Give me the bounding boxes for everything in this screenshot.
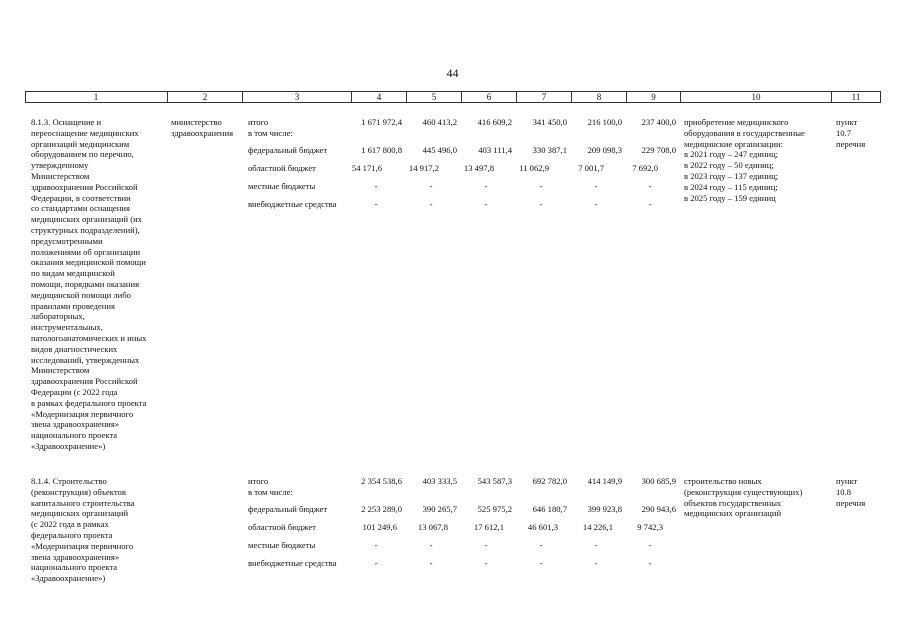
value-cell: 17 612,1 [473, 522, 504, 532]
value-cell: 101 249,6 [362, 522, 397, 532]
source-extrabudget: внебюджетные средства [248, 199, 337, 209]
value-cell: 2 354 538,6 [361, 476, 402, 486]
measure-description: 8.1.3. Оснащение и переоснащение медицинских организаций медицинским оборудованием по перечню, утвержденному Министерством здравоохранения Российской Федерации, в соответствии со стандартами оснащения медицинских организаций (их структурных подразделений), предусмотренными положениями об организации оказания медицинской помощи по видам медицинской помощи, порядками оказания медицинской помощи либо правилами проведения лабораторных, инструментальных, патологоанатомических и иных видов диагностических исследований, утвержденных Министерством здравоохранения Российской Федерации (с 2022 года в рамках федерального проекта «Модернизация первичного звена здравоохранения» национального проекта «Здравоохранение») [31, 117, 147, 451]
value-cell: 399 923,8 [587, 504, 622, 514]
value-cell: 403 333,5 [422, 476, 457, 486]
executor-cell: министерство здравоохранения [171, 117, 234, 138]
value-cell: 460 413,2 [422, 117, 457, 127]
value-cell: - [484, 181, 488, 191]
value-cell: - [594, 540, 598, 550]
measure-description: 8.1.4. Строительство (реконструкция) объектов капитального строительства медицинских организаций (с 2022 года в рамках федерального проекта «Модернизация первичного звена здравоохранения» национального проекта «Здравоохранение») [31, 476, 135, 584]
value-cell: - [484, 558, 488, 568]
source-federal: федеральный бюджет [248, 504, 328, 514]
source-federal: федеральный бюджет [248, 145, 328, 155]
value-cell: 403 111,4 [478, 145, 512, 155]
value-cell: 341 450,0 [532, 117, 567, 127]
value-cell: 237 400,0 [641, 117, 676, 127]
reference-cell: пункт 10.7 перечня [836, 117, 866, 149]
value-cell: - [539, 181, 543, 191]
value-cell: - [539, 540, 543, 550]
header-col-9: 9 [651, 92, 656, 102]
value-cell: 692 782,0 [532, 476, 567, 486]
value-cell: 1 671 972,4 [361, 117, 402, 127]
value-cell: 525 975,2 [477, 504, 512, 514]
value-cell: 290 943,6 [641, 504, 676, 514]
header-col-5: 5 [431, 92, 437, 102]
header-col-6: 6 [486, 92, 492, 102]
table-header-row [25, 91, 881, 103]
value-cell: 416 609,2 [477, 117, 512, 127]
value-cell: 445 496,0 [422, 145, 457, 155]
source-local: местные бюджеты [248, 181, 316, 191]
value-cell: 1 617 800,8 [361, 145, 402, 155]
source-regional: областной бюджет [248, 163, 316, 173]
value-cell: 46 601,3 [527, 522, 558, 532]
value-cell: 390 265,7 [422, 504, 457, 514]
value-cell: 2 253 289,0 [361, 504, 402, 514]
value-cell: 7 692,0 [632, 163, 658, 173]
value-cell: 13 497,8 [463, 163, 494, 173]
value-cell: - [374, 540, 378, 550]
value-cell: - [484, 199, 488, 209]
value-cell: - [648, 181, 652, 191]
value-cell: 13 067,8 [417, 522, 448, 532]
header-col-10: 10 [751, 92, 761, 102]
expected-result: строительство новых (реконструкция существующих) объектов государственных медицинских организаций [684, 476, 803, 519]
value-cell: - [429, 199, 433, 209]
source-extrabudget: внебюджетные средства [248, 558, 337, 568]
header-col-4: 4 [376, 92, 382, 102]
value-cell: 209 098,3 [587, 145, 622, 155]
value-cell: - [594, 558, 598, 568]
value-cell: 7 001,7 [578, 163, 604, 173]
expected-result: приобретение медицинского оборудования в государственные медицинские организации: в 2021 году – 247 единиц; в 2022 году – 50 единиц; в 2023 году – 137 единиц; в 2024 году – 115 единиц; в 2025 году – 159 единиц [684, 117, 805, 203]
value-cell: 11 062,9 [519, 163, 549, 173]
reference-cell: пункт 10.8 перечня [836, 476, 866, 508]
source-regional: областной бюджет [248, 522, 316, 532]
value-cell: - [648, 558, 652, 568]
header-col-7: 7 [541, 92, 547, 102]
value-cell: 9 742,3 [637, 522, 663, 532]
value-cell: - [374, 199, 378, 209]
header-col-2: 2 [202, 92, 208, 102]
value-cell: 229 708,0 [641, 145, 676, 155]
source-total: итого в том числе: [248, 117, 293, 138]
value-cell: - [594, 199, 598, 209]
value-cell: - [429, 181, 433, 191]
header-col-11: 11 [851, 92, 861, 102]
value-cell: - [539, 199, 543, 209]
value-cell: 646 180,7 [532, 504, 567, 514]
value-cell: 543 587,3 [477, 476, 512, 486]
value-cell: - [429, 558, 433, 568]
header-col-1: 1 [93, 92, 99, 102]
source-total: итого в том числе: [248, 476, 293, 497]
value-cell: - [374, 181, 378, 191]
page-number: 44 [446, 66, 459, 80]
value-cell: 414 149,9 [587, 476, 622, 486]
value-cell: - [484, 540, 488, 550]
value-cell: 216 100,0 [587, 117, 622, 127]
value-cell: - [539, 558, 543, 568]
value-cell: 330 387,1 [532, 145, 567, 155]
value-cell: - [648, 199, 652, 209]
value-cell: - [594, 181, 598, 191]
value-cell: 300 685,9 [641, 476, 676, 486]
value-cell: - [648, 540, 652, 550]
source-local: местные бюджеты [248, 540, 316, 550]
header-col-3: 3 [294, 92, 300, 102]
value-cell: 14 917,2 [408, 163, 439, 173]
value-cell: - [374, 558, 378, 568]
header-col-8: 8 [596, 92, 602, 102]
value-cell: 14 226,1 [582, 522, 613, 532]
value-cell: 54 171,6 [351, 163, 382, 173]
value-cell: - [429, 540, 433, 550]
